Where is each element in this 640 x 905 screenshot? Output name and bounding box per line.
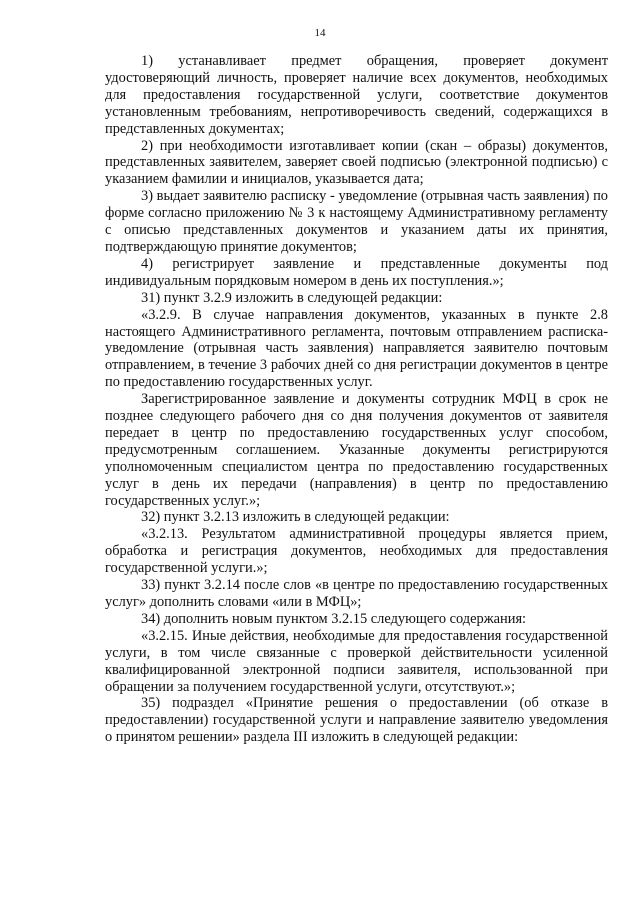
- paragraph-item-3: 3) выдает заявителю расписку - уведомление (отрывная часть заявления) по форме согласно приложению № 3 к настоящему Административному регламенту с описью представленных документов и указанием даты их принятия, подтверждающую принятие документов;: [105, 188, 608, 255]
- paragraph-clause-33: 33) пункт 3.2.14 после слов «в центре по предоставлению государственных услуг» дополнить словами «или в МФЦ»;: [105, 577, 608, 610]
- paragraph-3-2-13: «3.2.13. Результатом административной процедуры является прием, обработка и регистрация документов, необходимых для предоставления государственной услуги.»;: [105, 526, 608, 577]
- paragraph-3-2-15: «3.2.15. Иные действия, необходимые для предоставления государственной услуги, в том числе связанные с проверкой действительности усиленной квалифицированной электронной подписи заявителя, использованной при обращении за получением государственной услуги, отсутствуют.»;: [105, 627, 608, 695]
- paragraph-clause-35: 35) подраздел «Принятие решения о предоставлении (об отказе в предоставлении) государственной услуги и направление заявителю уведомления о принятом решении» раздела III изложить в следующей редакции:: [105, 695, 608, 746]
- page-number: 14: [314, 27, 326, 39]
- paragraph-3-2-9-cont: Зарегистрированное заявление и документы сотрудник МФЦ в срок не позднее следующего рабочего дня со дня получения документов от заявителя передает в центр по предоставлению государственных услуг способом, предусмотренным соглашением. Указанные документы регистрируются уполномоченным специалистом центра по предоставлению государственных услуг в день их передачи (направления) в центр по предоставлению государственных услуг.»;: [105, 391, 608, 509]
- paragraph-clause-31: 31) пункт 3.2.9 изложить в следующей редакции:: [141, 289, 443, 306]
- paragraph-item-1: 1) устанавливает предмет обращения, проверяет документ удостоверяющий личность, проверяет наличие всех документов, необходимых для предоставления государственной услуги, соответствие документов установленным требованиям, непротиворечивость сведений, содержащихся в представленных документах;: [105, 53, 608, 137]
- paragraph-clause-32: 32) пункт 3.2.13 изложить в следующей редакции:: [141, 509, 450, 526]
- paragraph-3-2-9: «3.2.9. В случае направления документов, указанных в пункте 2.8 настоящего Административного регламента, почтовым отправлением расписка-уведомление (отрывная часть заявления) направляется заявителю почтовым отправлением, в течение 3 рабочих дней со дня регистрации документов в центре по предоставлению государственных услуг.: [105, 306, 608, 391]
- paragraph-item-2: 2) при необходимости изготавливает копии (скан – образы) документов, представленных заявителем, заверяет своей подписью (электронной подписью) с указанием фамилии и инициалов, указывается дата;: [105, 137, 608, 188]
- paragraph-clause-34: 34) дополнить новым пунктом 3.2.15 следующего содержания:: [141, 610, 527, 627]
- paragraph-item-4: 4) регистрирует заявление и представленные документы под индивидуальным порядковым номером в день их поступления.»;: [105, 255, 608, 289]
- document-body: [105, 53, 608, 746]
